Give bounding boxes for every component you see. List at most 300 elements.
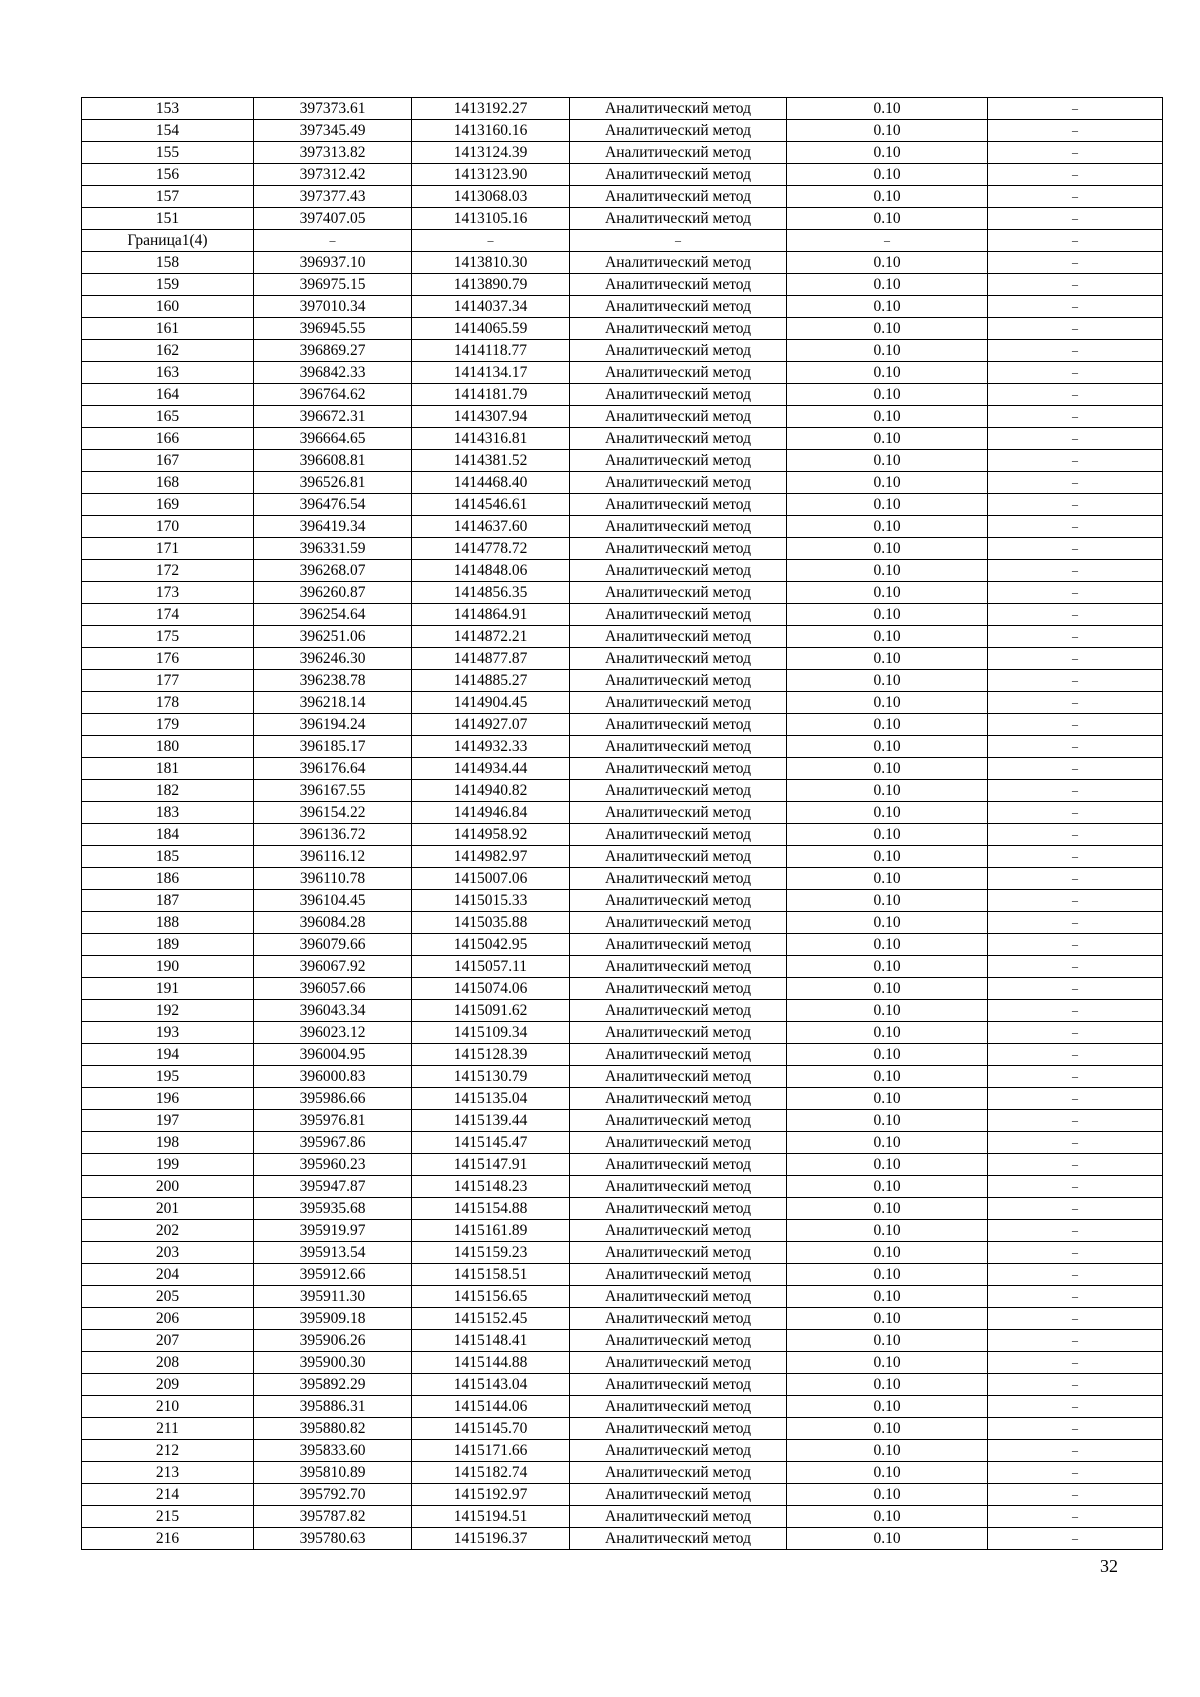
x-coordinate-cell: 397313.82 bbox=[254, 142, 412, 164]
table-row bbox=[82, 208, 1163, 230]
accuracy-cell: 0.10 bbox=[787, 164, 988, 186]
y-coordinate-cell: 1415154.88 bbox=[412, 1198, 570, 1220]
y-coordinate-cell: 1413192.27 bbox=[412, 98, 570, 120]
accuracy-cell: 0.10 bbox=[787, 604, 988, 626]
accuracy-cell: 0.10 bbox=[787, 296, 988, 318]
table-row bbox=[82, 450, 1163, 472]
x-coordinate-cell: 395810.89 bbox=[254, 1462, 412, 1484]
description-cell: – bbox=[988, 1220, 1163, 1242]
x-coordinate-cell: 396260.87 bbox=[254, 582, 412, 604]
y-coordinate-cell: 1414982.97 bbox=[412, 846, 570, 868]
table-row bbox=[82, 802, 1163, 824]
x-coordinate-cell: 395780.63 bbox=[254, 1528, 412, 1550]
x-coordinate-cell: 396975.15 bbox=[254, 274, 412, 296]
table-row bbox=[82, 1484, 1163, 1506]
point-number-cell: 162 bbox=[82, 340, 254, 362]
y-coordinate-cell: 1415158.51 bbox=[412, 1264, 570, 1286]
x-coordinate-cell: 396067.92 bbox=[254, 956, 412, 978]
method-cell: Аналитический метод bbox=[570, 1506, 787, 1528]
point-number-cell: 167 bbox=[82, 450, 254, 472]
point-number-cell: 189 bbox=[82, 934, 254, 956]
description-cell: – bbox=[988, 560, 1163, 582]
method-cell: Аналитический метод bbox=[570, 1440, 787, 1462]
method-cell: Аналитический метод bbox=[570, 406, 787, 428]
method-cell: Аналитический метод bbox=[570, 1044, 787, 1066]
x-coordinate-cell: 396246.30 bbox=[254, 648, 412, 670]
table-row bbox=[82, 1154, 1163, 1176]
x-coordinate-cell: 396268.07 bbox=[254, 560, 412, 582]
x-coordinate-cell: 395787.82 bbox=[254, 1506, 412, 1528]
accuracy-cell: 0.10 bbox=[787, 714, 988, 736]
table-row bbox=[82, 626, 1163, 648]
method-cell: Аналитический метод bbox=[570, 846, 787, 868]
x-coordinate-cell: 396176.64 bbox=[254, 758, 412, 780]
x-coordinate-cell: 396057.66 bbox=[254, 978, 412, 1000]
accuracy-cell: 0.10 bbox=[787, 516, 988, 538]
accuracy-cell: 0.10 bbox=[787, 1374, 988, 1396]
x-coordinate-cell: 396000.83 bbox=[254, 1066, 412, 1088]
accuracy-cell: 0.10 bbox=[787, 670, 988, 692]
table-row bbox=[82, 692, 1163, 714]
description-cell: – bbox=[988, 362, 1163, 384]
method-cell: Аналитический метод bbox=[570, 692, 787, 714]
point-number-cell: 170 bbox=[82, 516, 254, 538]
y-coordinate-cell: 1415171.66 bbox=[412, 1440, 570, 1462]
y-coordinate-cell: 1414877.87 bbox=[412, 648, 570, 670]
point-number-cell: 163 bbox=[82, 362, 254, 384]
y-coordinate-cell: 1414778.72 bbox=[412, 538, 570, 560]
y-coordinate-cell: 1414037.34 bbox=[412, 296, 570, 318]
accuracy-cell: 0.10 bbox=[787, 648, 988, 670]
point-number-cell: 190 bbox=[82, 956, 254, 978]
x-coordinate-cell: 395880.82 bbox=[254, 1418, 412, 1440]
description-cell: – bbox=[988, 1066, 1163, 1088]
y-coordinate-cell: 1415159.23 bbox=[412, 1242, 570, 1264]
method-cell: Аналитический метод bbox=[570, 1000, 787, 1022]
table-row bbox=[82, 604, 1163, 626]
x-coordinate-cell: 396194.24 bbox=[254, 714, 412, 736]
method-cell: Аналитический метод bbox=[570, 208, 787, 230]
table-row bbox=[82, 868, 1163, 890]
x-coordinate-cell: 397345.49 bbox=[254, 120, 412, 142]
description-cell: – bbox=[988, 868, 1163, 890]
method-cell: Аналитический метод bbox=[570, 494, 787, 516]
point-number-cell: 214 bbox=[82, 1484, 254, 1506]
method-cell: Аналитический метод bbox=[570, 780, 787, 802]
point-number-cell: 178 bbox=[82, 692, 254, 714]
description-cell: – bbox=[988, 780, 1163, 802]
table-row bbox=[82, 956, 1163, 978]
x-coordinate-cell: 396937.10 bbox=[254, 252, 412, 274]
point-number-cell: 211 bbox=[82, 1418, 254, 1440]
table-row bbox=[82, 428, 1163, 450]
x-coordinate-cell: 395935.68 bbox=[254, 1198, 412, 1220]
method-cell: – bbox=[570, 230, 787, 252]
y-coordinate-cell: 1413124.39 bbox=[412, 142, 570, 164]
point-number-cell: 191 bbox=[82, 978, 254, 1000]
point-number-cell: 196 bbox=[82, 1088, 254, 1110]
accuracy-cell: 0.10 bbox=[787, 1418, 988, 1440]
description-cell: – bbox=[988, 318, 1163, 340]
y-coordinate-cell: 1414468.40 bbox=[412, 472, 570, 494]
description-cell: – bbox=[988, 802, 1163, 824]
x-coordinate-cell: – bbox=[254, 230, 412, 252]
description-cell: – bbox=[988, 428, 1163, 450]
accuracy-cell: 0.10 bbox=[787, 1264, 988, 1286]
y-coordinate-cell: 1414856.35 bbox=[412, 582, 570, 604]
point-number-cell: 198 bbox=[82, 1132, 254, 1154]
x-coordinate-cell: 396672.31 bbox=[254, 406, 412, 428]
table-row bbox=[82, 780, 1163, 802]
x-coordinate-cell: 396104.45 bbox=[254, 890, 412, 912]
table-row bbox=[82, 1352, 1163, 1374]
y-coordinate-cell: 1414940.82 bbox=[412, 780, 570, 802]
description-cell: – bbox=[988, 1528, 1163, 1550]
table-row bbox=[82, 1396, 1163, 1418]
accuracy-cell: 0.10 bbox=[787, 736, 988, 758]
accuracy-cell: 0.10 bbox=[787, 1242, 988, 1264]
x-coordinate-cell: 396079.66 bbox=[254, 934, 412, 956]
accuracy-cell: 0.10 bbox=[787, 340, 988, 362]
description-cell: – bbox=[988, 1242, 1163, 1264]
x-coordinate-cell: 396664.65 bbox=[254, 428, 412, 450]
point-number-cell: 177 bbox=[82, 670, 254, 692]
accuracy-cell: 0.10 bbox=[787, 362, 988, 384]
point-number-cell: 209 bbox=[82, 1374, 254, 1396]
y-coordinate-cell: 1415145.70 bbox=[412, 1418, 570, 1440]
table-row bbox=[82, 1418, 1163, 1440]
point-number-cell: Граница1(4) bbox=[82, 230, 254, 252]
table-row bbox=[82, 1264, 1163, 1286]
x-coordinate-cell: 397010.34 bbox=[254, 296, 412, 318]
table-row bbox=[82, 1132, 1163, 1154]
table-row bbox=[82, 1528, 1163, 1550]
accuracy-cell: 0.10 bbox=[787, 98, 988, 120]
description-cell: – bbox=[988, 736, 1163, 758]
table-row bbox=[82, 824, 1163, 846]
x-coordinate-cell: 396004.95 bbox=[254, 1044, 412, 1066]
method-cell: Аналитический метод bbox=[570, 1176, 787, 1198]
x-coordinate-cell: 397373.61 bbox=[254, 98, 412, 120]
point-number-cell: 203 bbox=[82, 1242, 254, 1264]
description-cell: – bbox=[988, 538, 1163, 560]
point-number-cell: 199 bbox=[82, 1154, 254, 1176]
method-cell: Аналитический метод bbox=[570, 186, 787, 208]
description-cell: – bbox=[988, 516, 1163, 538]
y-coordinate-cell: 1414864.91 bbox=[412, 604, 570, 626]
accuracy-cell: 0.10 bbox=[787, 1352, 988, 1374]
table-row bbox=[82, 318, 1163, 340]
description-cell: – bbox=[988, 824, 1163, 846]
table-row bbox=[82, 1000, 1163, 1022]
description-cell: – bbox=[988, 890, 1163, 912]
description-cell: – bbox=[988, 450, 1163, 472]
description-cell: – bbox=[988, 1462, 1163, 1484]
accuracy-cell: 0.10 bbox=[787, 494, 988, 516]
accuracy-cell: 0.10 bbox=[787, 1000, 988, 1022]
accuracy-cell: 0.10 bbox=[787, 208, 988, 230]
description-cell: – bbox=[988, 1198, 1163, 1220]
table-row bbox=[82, 934, 1163, 956]
description-cell: – bbox=[988, 648, 1163, 670]
table-row bbox=[82, 648, 1163, 670]
description-cell: – bbox=[988, 1352, 1163, 1374]
method-cell: Аналитический метод bbox=[570, 1374, 787, 1396]
table-row bbox=[82, 186, 1163, 208]
method-cell: Аналитический метод bbox=[570, 472, 787, 494]
description-cell: – bbox=[988, 978, 1163, 1000]
x-coordinate-cell: 396154.22 bbox=[254, 802, 412, 824]
point-number-cell: 175 bbox=[82, 626, 254, 648]
point-number-cell: 159 bbox=[82, 274, 254, 296]
point-number-cell: 171 bbox=[82, 538, 254, 560]
table-row bbox=[82, 494, 1163, 516]
y-coordinate-cell: 1413890.79 bbox=[412, 274, 570, 296]
description-cell: – bbox=[988, 1132, 1163, 1154]
method-cell: Аналитический метод bbox=[570, 1088, 787, 1110]
y-coordinate-cell: 1414958.92 bbox=[412, 824, 570, 846]
x-coordinate-cell: 395911.30 bbox=[254, 1286, 412, 1308]
method-cell: Аналитический метод bbox=[570, 1528, 787, 1550]
y-coordinate-cell: 1414637.60 bbox=[412, 516, 570, 538]
table-row bbox=[82, 406, 1163, 428]
method-cell: Аналитический метод bbox=[570, 428, 787, 450]
y-coordinate-cell: 1414134.17 bbox=[412, 362, 570, 384]
accuracy-cell: 0.10 bbox=[787, 538, 988, 560]
accuracy-cell: 0.10 bbox=[787, 1440, 988, 1462]
point-number-cell: 155 bbox=[82, 142, 254, 164]
table-row bbox=[82, 1374, 1163, 1396]
table-row bbox=[82, 1286, 1163, 1308]
table-row bbox=[82, 1506, 1163, 1528]
point-number-cell: 184 bbox=[82, 824, 254, 846]
description-cell: – bbox=[988, 164, 1163, 186]
point-number-cell: 176 bbox=[82, 648, 254, 670]
y-coordinate-cell: 1415144.06 bbox=[412, 1396, 570, 1418]
x-coordinate-cell: 396238.78 bbox=[254, 670, 412, 692]
accuracy-cell: 0.10 bbox=[787, 758, 988, 780]
description-cell: – bbox=[988, 670, 1163, 692]
method-cell: Аналитический метод bbox=[570, 890, 787, 912]
y-coordinate-cell: 1414316.81 bbox=[412, 428, 570, 450]
method-cell: Аналитический метод bbox=[570, 142, 787, 164]
accuracy-cell: 0.10 bbox=[787, 582, 988, 604]
description-cell: – bbox=[988, 1286, 1163, 1308]
method-cell: Аналитический метод bbox=[570, 736, 787, 758]
table-row bbox=[82, 1330, 1163, 1352]
y-coordinate-cell: 1415035.88 bbox=[412, 912, 570, 934]
x-coordinate-cell: 396185.17 bbox=[254, 736, 412, 758]
table-row bbox=[82, 1110, 1163, 1132]
accuracy-cell: 0.10 bbox=[787, 318, 988, 340]
y-coordinate-cell: – bbox=[412, 230, 570, 252]
point-number-cell: 216 bbox=[82, 1528, 254, 1550]
description-cell: – bbox=[988, 208, 1163, 230]
point-number-cell: 158 bbox=[82, 252, 254, 274]
table-row bbox=[82, 1220, 1163, 1242]
table-row bbox=[82, 1088, 1163, 1110]
method-cell: Аналитический метод bbox=[570, 1110, 787, 1132]
point-number-cell: 201 bbox=[82, 1198, 254, 1220]
y-coordinate-cell: 1415194.51 bbox=[412, 1506, 570, 1528]
point-number-cell: 188 bbox=[82, 912, 254, 934]
y-coordinate-cell: 1413068.03 bbox=[412, 186, 570, 208]
method-cell: Аналитический метод bbox=[570, 714, 787, 736]
table-row bbox=[82, 296, 1163, 318]
description-cell: – bbox=[988, 98, 1163, 120]
method-cell: Аналитический метод bbox=[570, 912, 787, 934]
y-coordinate-cell: 1414946.84 bbox=[412, 802, 570, 824]
y-coordinate-cell: 1413105.16 bbox=[412, 208, 570, 230]
accuracy-cell: 0.10 bbox=[787, 252, 988, 274]
y-coordinate-cell: 1414381.52 bbox=[412, 450, 570, 472]
y-coordinate-cell: 1414546.61 bbox=[412, 494, 570, 516]
x-coordinate-cell: 396476.54 bbox=[254, 494, 412, 516]
accuracy-cell: 0.10 bbox=[787, 142, 988, 164]
method-cell: Аналитический метод bbox=[570, 274, 787, 296]
x-coordinate-cell: 395960.23 bbox=[254, 1154, 412, 1176]
table-row bbox=[82, 362, 1163, 384]
method-cell: Аналитический метод bbox=[570, 1264, 787, 1286]
point-number-cell: 174 bbox=[82, 604, 254, 626]
table-row bbox=[82, 472, 1163, 494]
method-cell: Аналитический метод bbox=[570, 318, 787, 340]
description-cell: – bbox=[988, 956, 1163, 978]
method-cell: Аналитический метод bbox=[570, 1022, 787, 1044]
method-cell: Аналитический метод bbox=[570, 1220, 787, 1242]
table-row bbox=[82, 1176, 1163, 1198]
x-coordinate-cell: 396945.55 bbox=[254, 318, 412, 340]
point-number-cell: 168 bbox=[82, 472, 254, 494]
accuracy-cell: 0.10 bbox=[787, 1528, 988, 1550]
y-coordinate-cell: 1414848.06 bbox=[412, 560, 570, 582]
x-coordinate-cell: 395986.66 bbox=[254, 1088, 412, 1110]
accuracy-cell: 0.10 bbox=[787, 868, 988, 890]
description-cell: – bbox=[988, 846, 1163, 868]
y-coordinate-cell: 1414927.07 bbox=[412, 714, 570, 736]
accuracy-cell: 0.10 bbox=[787, 824, 988, 846]
method-cell: Аналитический метод bbox=[570, 450, 787, 472]
x-coordinate-cell: 396331.59 bbox=[254, 538, 412, 560]
table-row bbox=[82, 120, 1163, 142]
point-number-cell: 215 bbox=[82, 1506, 254, 1528]
method-cell: Аналитический метод bbox=[570, 802, 787, 824]
accuracy-cell: 0.10 bbox=[787, 780, 988, 802]
point-number-cell: 197 bbox=[82, 1110, 254, 1132]
x-coordinate-cell: 396136.72 bbox=[254, 824, 412, 846]
description-cell: – bbox=[988, 142, 1163, 164]
description-cell: – bbox=[988, 1022, 1163, 1044]
x-coordinate-cell: 396869.27 bbox=[254, 340, 412, 362]
table-row bbox=[82, 1242, 1163, 1264]
method-cell: Аналитический метод bbox=[570, 824, 787, 846]
y-coordinate-cell: 1415128.39 bbox=[412, 1044, 570, 1066]
method-cell: Аналитический метод bbox=[570, 582, 787, 604]
y-coordinate-cell: 1413123.90 bbox=[412, 164, 570, 186]
accuracy-cell: 0.10 bbox=[787, 1330, 988, 1352]
accuracy-cell: 0.10 bbox=[787, 1506, 988, 1528]
table-row bbox=[82, 714, 1163, 736]
y-coordinate-cell: 1415147.91 bbox=[412, 1154, 570, 1176]
accuracy-cell: 0.10 bbox=[787, 1220, 988, 1242]
x-coordinate-cell: 397377.43 bbox=[254, 186, 412, 208]
description-cell: – bbox=[988, 1374, 1163, 1396]
accuracy-cell: 0.10 bbox=[787, 978, 988, 1000]
x-coordinate-cell: 395892.29 bbox=[254, 1374, 412, 1396]
description-cell: – bbox=[988, 582, 1163, 604]
table-row bbox=[82, 1198, 1163, 1220]
x-coordinate-cell: 395886.31 bbox=[254, 1396, 412, 1418]
point-number-cell: 179 bbox=[82, 714, 254, 736]
x-coordinate-cell: 395919.97 bbox=[254, 1220, 412, 1242]
accuracy-cell: 0.10 bbox=[787, 428, 988, 450]
x-coordinate-cell: 396419.34 bbox=[254, 516, 412, 538]
y-coordinate-cell: 1414118.77 bbox=[412, 340, 570, 362]
y-coordinate-cell: 1415144.88 bbox=[412, 1352, 570, 1374]
method-cell: Аналитический метод bbox=[570, 1330, 787, 1352]
method-cell: Аналитический метод bbox=[570, 1418, 787, 1440]
accuracy-cell: 0.10 bbox=[787, 560, 988, 582]
y-coordinate-cell: 1413160.16 bbox=[412, 120, 570, 142]
y-coordinate-cell: 1414904.45 bbox=[412, 692, 570, 714]
accuracy-cell: 0.10 bbox=[787, 912, 988, 934]
description-cell: – bbox=[988, 1308, 1163, 1330]
point-number-cell: 164 bbox=[82, 384, 254, 406]
method-cell: Аналитический метод bbox=[570, 1066, 787, 1088]
y-coordinate-cell: 1415192.97 bbox=[412, 1484, 570, 1506]
method-cell: Аналитический метод bbox=[570, 1352, 787, 1374]
accuracy-cell: 0.10 bbox=[787, 1484, 988, 1506]
accuracy-cell: 0.10 bbox=[787, 1154, 988, 1176]
point-number-cell: 154 bbox=[82, 120, 254, 142]
description-cell: – bbox=[988, 296, 1163, 318]
description-cell: – bbox=[988, 912, 1163, 934]
table-row bbox=[82, 1066, 1163, 1088]
description-cell: – bbox=[988, 1484, 1163, 1506]
point-number-cell: 166 bbox=[82, 428, 254, 450]
point-number-cell: 202 bbox=[82, 1220, 254, 1242]
method-cell: Аналитический метод bbox=[570, 1396, 787, 1418]
method-cell: Аналитический метод bbox=[570, 934, 787, 956]
x-coordinate-cell: 396110.78 bbox=[254, 868, 412, 890]
accuracy-cell: 0.10 bbox=[787, 472, 988, 494]
table-row bbox=[82, 538, 1163, 560]
accuracy-cell: 0.10 bbox=[787, 186, 988, 208]
y-coordinate-cell: 1415057.11 bbox=[412, 956, 570, 978]
accuracy-cell: 0.10 bbox=[787, 890, 988, 912]
x-coordinate-cell: 395833.60 bbox=[254, 1440, 412, 1462]
method-cell: Аналитический метод bbox=[570, 626, 787, 648]
point-number-cell: 187 bbox=[82, 890, 254, 912]
description-cell: – bbox=[988, 252, 1163, 274]
description-cell: – bbox=[988, 1418, 1163, 1440]
x-coordinate-cell: 396608.81 bbox=[254, 450, 412, 472]
point-number-cell: 207 bbox=[82, 1330, 254, 1352]
point-number-cell: 213 bbox=[82, 1462, 254, 1484]
description-cell: – bbox=[988, 1088, 1163, 1110]
y-coordinate-cell: 1414934.44 bbox=[412, 758, 570, 780]
method-cell: Аналитический метод bbox=[570, 296, 787, 318]
y-coordinate-cell: 1415135.04 bbox=[412, 1088, 570, 1110]
accuracy-cell: 0.10 bbox=[787, 1022, 988, 1044]
description-cell: – bbox=[988, 1044, 1163, 1066]
method-cell: Аналитический метод bbox=[570, 1462, 787, 1484]
method-cell: Аналитический метод bbox=[570, 604, 787, 626]
point-number-cell: 156 bbox=[82, 164, 254, 186]
method-cell: Аналитический метод bbox=[570, 868, 787, 890]
table-row bbox=[82, 230, 1163, 252]
accuracy-cell: 0.10 bbox=[787, 1286, 988, 1308]
